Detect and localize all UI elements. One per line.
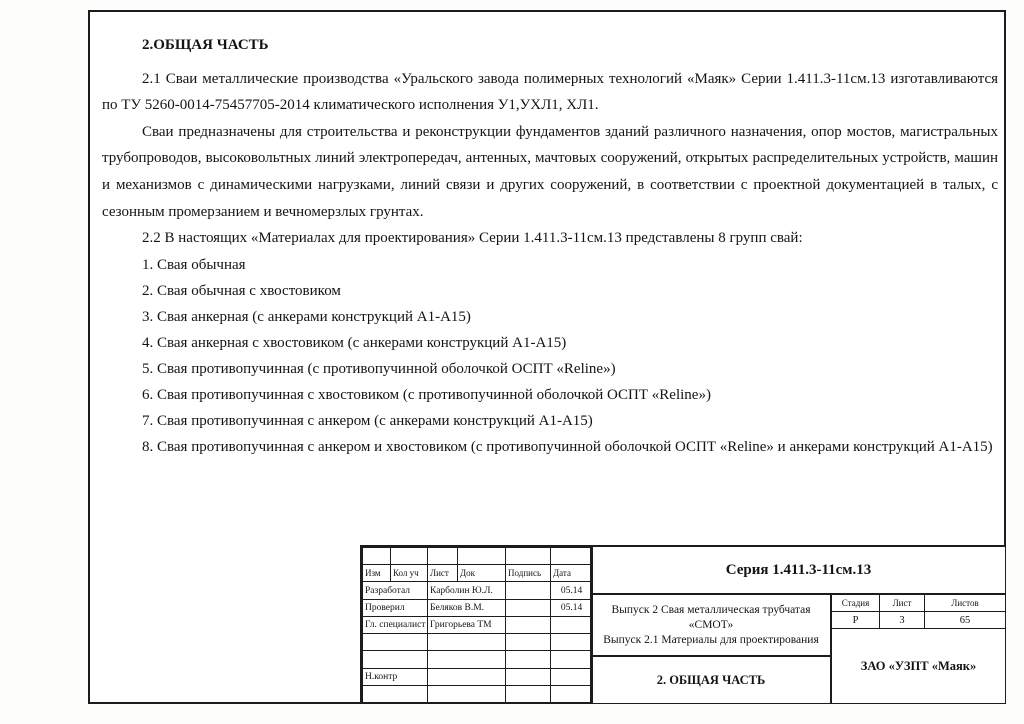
empty-cell [391,548,428,565]
company-name: ЗАО «УЗПТ «Маяк» [860,658,977,673]
empty-cell [551,634,593,651]
list-item: 4. Свая анкерная с хвостовиком (с анкерами конструкций А1-А15) [142,334,567,351]
document-name-line3: Выпуск 2.1 Материалы для проектирования [603,633,819,646]
table-row [363,651,593,668]
document-name-line2: «СМОТ» [688,618,734,631]
list-item: 8. Свая противопучинная с анкером и хвостовиком (с противопучинной оболочкой ОСПТ «Reline» и анкерами конструкций А1-А15) [142,438,993,455]
date-cell: 05.14 [551,599,593,616]
table-header-row [363,565,593,582]
stage-label: Стадия [832,595,880,612]
empty-cell [428,668,506,685]
empty-cell [363,651,428,668]
role-cell: Гл. специалист [363,616,428,633]
list-item: 5. Свая противопучинная (с противопучинной оболочкой ОСПТ «Reline») [142,360,616,377]
table-row [363,685,593,702]
paragraph-2-2: 2.2 В настоящих «Материалах для проектирования» Серии 1.411.3-11см.13 представлены 8 групп свай: [142,230,803,247]
role-cell: Разработал [363,582,428,599]
empty-cell [363,685,428,702]
list-item: 2. Свая обычная с хвостовиком [142,282,341,299]
empty-cell [363,634,428,651]
date-cell [551,616,593,633]
table-row [363,582,593,599]
name-cell: Беляков В.М. [428,599,506,616]
sheets-label: Листов [925,595,1005,612]
title-block-middle-right [832,595,1005,703]
table-row [363,548,593,565]
signature-cell [506,599,551,616]
empty-cell [428,685,506,702]
stage-value: Р [832,612,880,629]
col-data: Дата [551,565,593,582]
title-block-middle [592,595,1005,703]
date-cell [551,668,593,685]
empty-cell [428,548,458,565]
signature-cell [506,616,551,633]
list-item: 3. Свая анкерная (с анкерами конструкций А1-А15) [142,308,471,325]
list-item: 7. Свая противопучинная с анкером (с анкерами конструкций А1-А15) [142,412,593,429]
col-kol-uch: Кол уч [391,565,428,582]
signature-cell [506,582,551,599]
paragraph-2-1: 2.1 Сваи металлические производства «Уральского завода полимерных технологий «Маяк» Серии 1.411.3-11см.13 изготавливаются по ТУ 5260-0014-75457705-2014 климатического исполнения У1,УХЛ1, ХЛ1. [102,70,998,114]
empty-cell [428,651,506,668]
section-title: 2.ОБЩАЯ ЧАСТЬ [142,37,269,53]
signature-table-wrap [362,547,592,703]
sheet-value: 3 [880,612,925,629]
col-list: Лист [428,565,458,582]
pile-groups-list [142,252,998,460]
name-cell: Карболин Ю.Л. [428,582,506,599]
series-title: Серия 1.411.3-11см.13 [592,547,1005,595]
section-name: 2. ОБЩАЯ ЧАСТЬ [656,672,766,687]
role-cell: Проверил [363,599,428,616]
table-row [363,634,593,651]
drawing-frame [88,10,1006,704]
col-podpis: Подпись [506,565,551,582]
document-name [592,595,830,657]
stage-header-row [832,595,1005,612]
empty-cell [551,548,593,565]
title-block [360,545,1005,703]
table-row [363,599,593,616]
list-item: 1. Свая обычная [142,256,246,273]
document-body [102,32,998,460]
signature-table [362,547,593,703]
empty-cell [551,685,593,702]
title-block-right [592,547,1005,703]
table-row [363,616,593,633]
list-item: 6. Свая противопучинная с хвостовиком (с противопучинной оболочкой ОСПТ «Reline») [142,386,711,403]
stage-value-row [832,612,1005,629]
empty-cell [363,548,391,565]
sheet-label: Лист [880,595,925,612]
empty-cell [458,548,506,565]
paragraph-purpose: Сваи предназначены для строительства и реконструкции фундаментов зданий различного назначения, опор мостов, магистральных трубопроводов, высоковольтных линий электропередач, антенных, мачтовых сооружений, открытых распределительных устройств, машин и механизмов с динамическими нагрузками, линий связи и других сооружений, в соответствии с проектной документацией в талых, с сезонным промерзанием и вечномерзлых грунтах. [102,123,998,220]
col-izm: Изм [363,565,391,582]
signature-cell [506,668,551,685]
empty-cell [551,651,593,668]
role-cell: Н.контр [363,668,428,685]
title-block-middle-left [592,595,832,703]
table-row [363,668,593,685]
empty-cell [506,548,551,565]
document-name-line1: Выпуск 2 Свая металлическая трубчатая [611,603,811,616]
name-cell: Григорьева ТМ [428,616,506,633]
col-dok: Док [458,565,506,582]
empty-cell [506,651,551,668]
empty-cell [506,685,551,702]
empty-cell [428,634,506,651]
date-cell: 05.14 [551,582,593,599]
empty-cell [506,634,551,651]
sheets-value: 65 [925,612,1005,629]
